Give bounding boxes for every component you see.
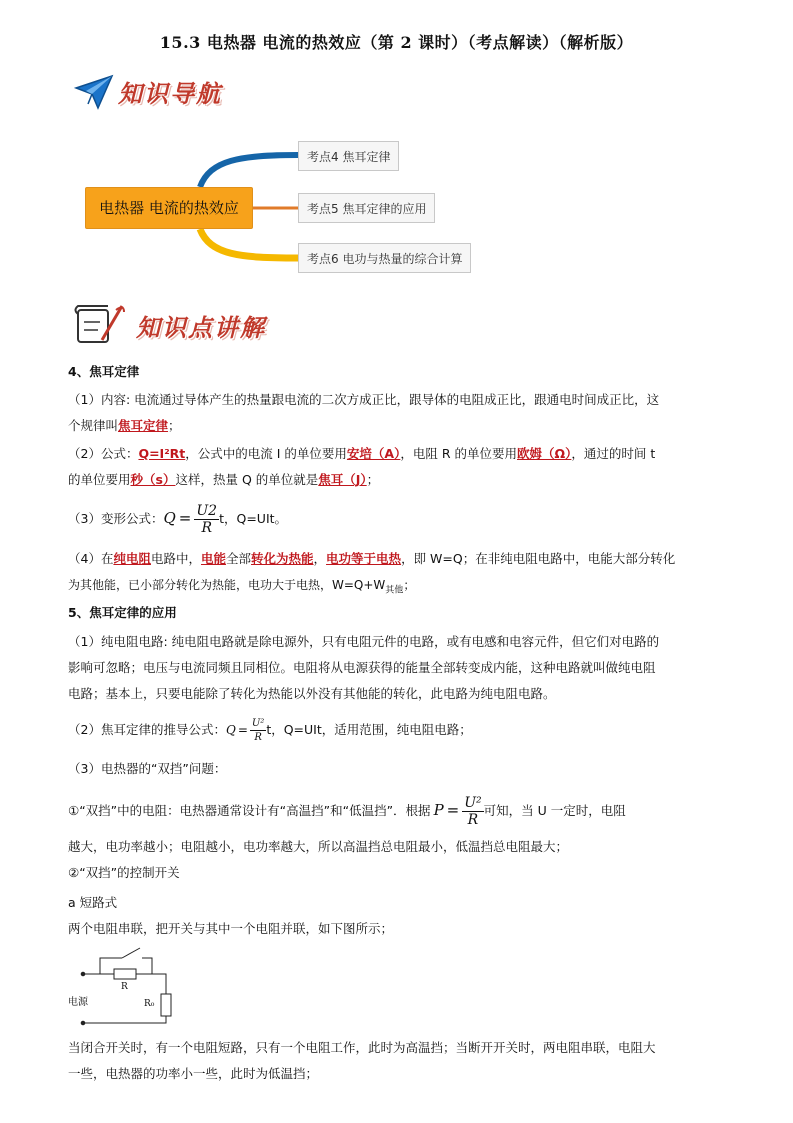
text: 可知，当 U 一定时，电阻 bbox=[483, 803, 626, 818]
text: t，Q=UIt，适用范围，纯电阻电路； bbox=[266, 722, 472, 737]
keyword: 焦耳定律 bbox=[118, 418, 169, 433]
s4-paragraph-2 bbox=[68, 441, 728, 493]
mind-map-item-5: 考点5 焦耳定律的应用 bbox=[298, 193, 435, 223]
s4-paragraph-1 bbox=[68, 387, 728, 439]
text: ； bbox=[403, 578, 416, 592]
s5-paragraph-4-cont: 越大，电功率越小；电阻越小，电功率越大，所以高温挡总电阻最小，低温挡总电阻最大； bbox=[68, 839, 569, 854]
text: ，即 W=Q；在非纯电阻电路中，电能大部分转化 bbox=[401, 551, 676, 566]
keyword: 纯电阻 bbox=[113, 551, 151, 566]
mind-map-center: 电热器 电流的热效应 bbox=[85, 187, 253, 229]
keyword: 焦耳（J） bbox=[318, 472, 367, 487]
formula-p: P bbox=[433, 801, 444, 819]
page-title: 15.3 电热器 电流的热效应（第 2 课时）（考点解读）（解析版） bbox=[159, 33, 634, 52]
circuit-label-source: 电源 bbox=[68, 997, 88, 1008]
text-line: 一些，电热器的功率小一些，此时为低温挡； bbox=[68, 1066, 319, 1081]
formula-equals: = bbox=[446, 801, 460, 819]
text: （2）公式： bbox=[68, 446, 139, 461]
s5-paragraph-7: 两个电阻串联，把开关与其中一个电阻并联，如下图所示； bbox=[68, 921, 394, 936]
keyword: 电功等于电热 bbox=[326, 551, 402, 566]
s4-paragraph-3 bbox=[68, 500, 728, 537]
fraction-numerator: U² bbox=[251, 718, 265, 729]
s5-paragraph-8 bbox=[68, 1035, 728, 1087]
text-line: 影响可忽略；电压与电流同频且同相位。电阻将从电源获得的能量全部转变成内能，这种电路就叫做纯电阻 bbox=[68, 660, 656, 675]
keyword: 欧姆（Ω） bbox=[517, 446, 572, 461]
mind-map-item-4: 考点4 焦耳定律 bbox=[298, 141, 399, 171]
text-line bbox=[68, 441, 728, 467]
text: （4）在 bbox=[68, 551, 114, 566]
s5-paragraph-5: ②“双挡”的控制开关 bbox=[68, 865, 180, 880]
formula-fraction bbox=[250, 717, 266, 744]
text-line: （1）纯电阻电路: 纯电阻电路就是除电源外，只有电阻元件的电路，或有电感和电容元件，但它们对电路的 bbox=[68, 634, 660, 649]
text: 个规律叫 bbox=[68, 418, 119, 433]
text: ，电阻 R 的单位要用 bbox=[400, 446, 517, 461]
keyword: 秒（s） bbox=[130, 472, 176, 487]
text: ； bbox=[366, 472, 380, 487]
fraction-numerator: U2 bbox=[196, 503, 218, 519]
mind-map bbox=[0, 0, 793, 290]
text: 为其他能，已小部分转化为热能，电功大于电热，W=Q+W bbox=[68, 578, 386, 592]
text: ，公式中的电流 I 的单位要用 bbox=[185, 446, 347, 461]
formula-equals: = bbox=[237, 723, 248, 737]
banner-title: 知识点讲解 bbox=[136, 313, 266, 342]
text: ， bbox=[313, 551, 327, 566]
s5-paragraph-4 bbox=[68, 790, 728, 831]
text-line: 当闭合开关时，有一个电阻短路，只有一个电阻工作，此时为高温挡；当断开开关时，两电阻串联，电阻大 bbox=[68, 1040, 656, 1055]
text: ，通过的时间 t bbox=[571, 446, 656, 461]
text: ； bbox=[168, 418, 181, 433]
s5-paragraph-3: （3）电热器的“双挡”问题： bbox=[68, 761, 227, 776]
text-line: （1）内容: 电流通过导体产生的热量跟电流的二次方成正比，跟导体的电阻成正比，跟通电时间成正比，这 bbox=[68, 392, 660, 407]
section-heading-5: 5、焦耳定律的应用 bbox=[68, 605, 177, 620]
formula-q: Q bbox=[225, 723, 236, 737]
text: ①“双挡”中的电阻：电热器通常设计有“高温挡”和“低温挡”．根据 bbox=[68, 803, 431, 818]
text: 的单位要用 bbox=[68, 472, 131, 487]
circuit-label-r: R bbox=[121, 982, 128, 992]
text: （3）变形公式： bbox=[68, 511, 164, 526]
s5-paragraph-2 bbox=[68, 712, 728, 748]
fraction-denominator: R bbox=[254, 732, 262, 743]
text-line bbox=[68, 572, 728, 603]
keyword: 安培（A） bbox=[346, 446, 401, 461]
text-line: 电路；基本上，只要电能除了转化为热能以外没有其他能的转化，此电路为纯电阻电路。 bbox=[68, 686, 556, 701]
formula-fraction bbox=[462, 795, 483, 828]
text: 全部 bbox=[226, 551, 252, 566]
banner-title: 知识导航 bbox=[118, 79, 222, 108]
s4-paragraph-4 bbox=[68, 546, 728, 603]
keyword: 电能 bbox=[200, 551, 226, 566]
text-line bbox=[68, 413, 728, 439]
text-line bbox=[68, 467, 728, 493]
fraction-numerator: U² bbox=[464, 795, 482, 811]
scroll-quill-icon bbox=[72, 300, 128, 348]
s5-paragraph-6: a 短路式 bbox=[68, 895, 118, 910]
formula-q: Q bbox=[163, 509, 176, 527]
fraction-denominator: R bbox=[201, 520, 212, 536]
s5-paragraph-1 bbox=[68, 629, 728, 707]
text: t，Q=UIt。 bbox=[219, 511, 288, 526]
fraction-denominator: R bbox=[467, 812, 479, 828]
text: 电路中， bbox=[150, 551, 201, 566]
mind-map-item-6: 考点6 电功与热量的综合计算 bbox=[298, 243, 471, 273]
text-line bbox=[68, 546, 728, 572]
keyword: 转化为热能 bbox=[251, 551, 314, 566]
subscript: 其他 bbox=[385, 585, 404, 596]
text: （2）焦耳定律的推导公式： bbox=[68, 722, 226, 737]
section-heading-4: 4、焦耳定律 bbox=[68, 364, 140, 379]
banner-knowledge-points bbox=[72, 300, 302, 348]
circuit-diagram bbox=[66, 945, 186, 1030]
formula-equals: = bbox=[178, 509, 192, 527]
formula-fraction bbox=[194, 503, 219, 536]
circuit-label-r0: R₀ bbox=[144, 999, 155, 1009]
keyword: Q=I²Rt bbox=[138, 446, 186, 461]
text: 这样，热量 Q 的单位就是 bbox=[175, 472, 319, 487]
